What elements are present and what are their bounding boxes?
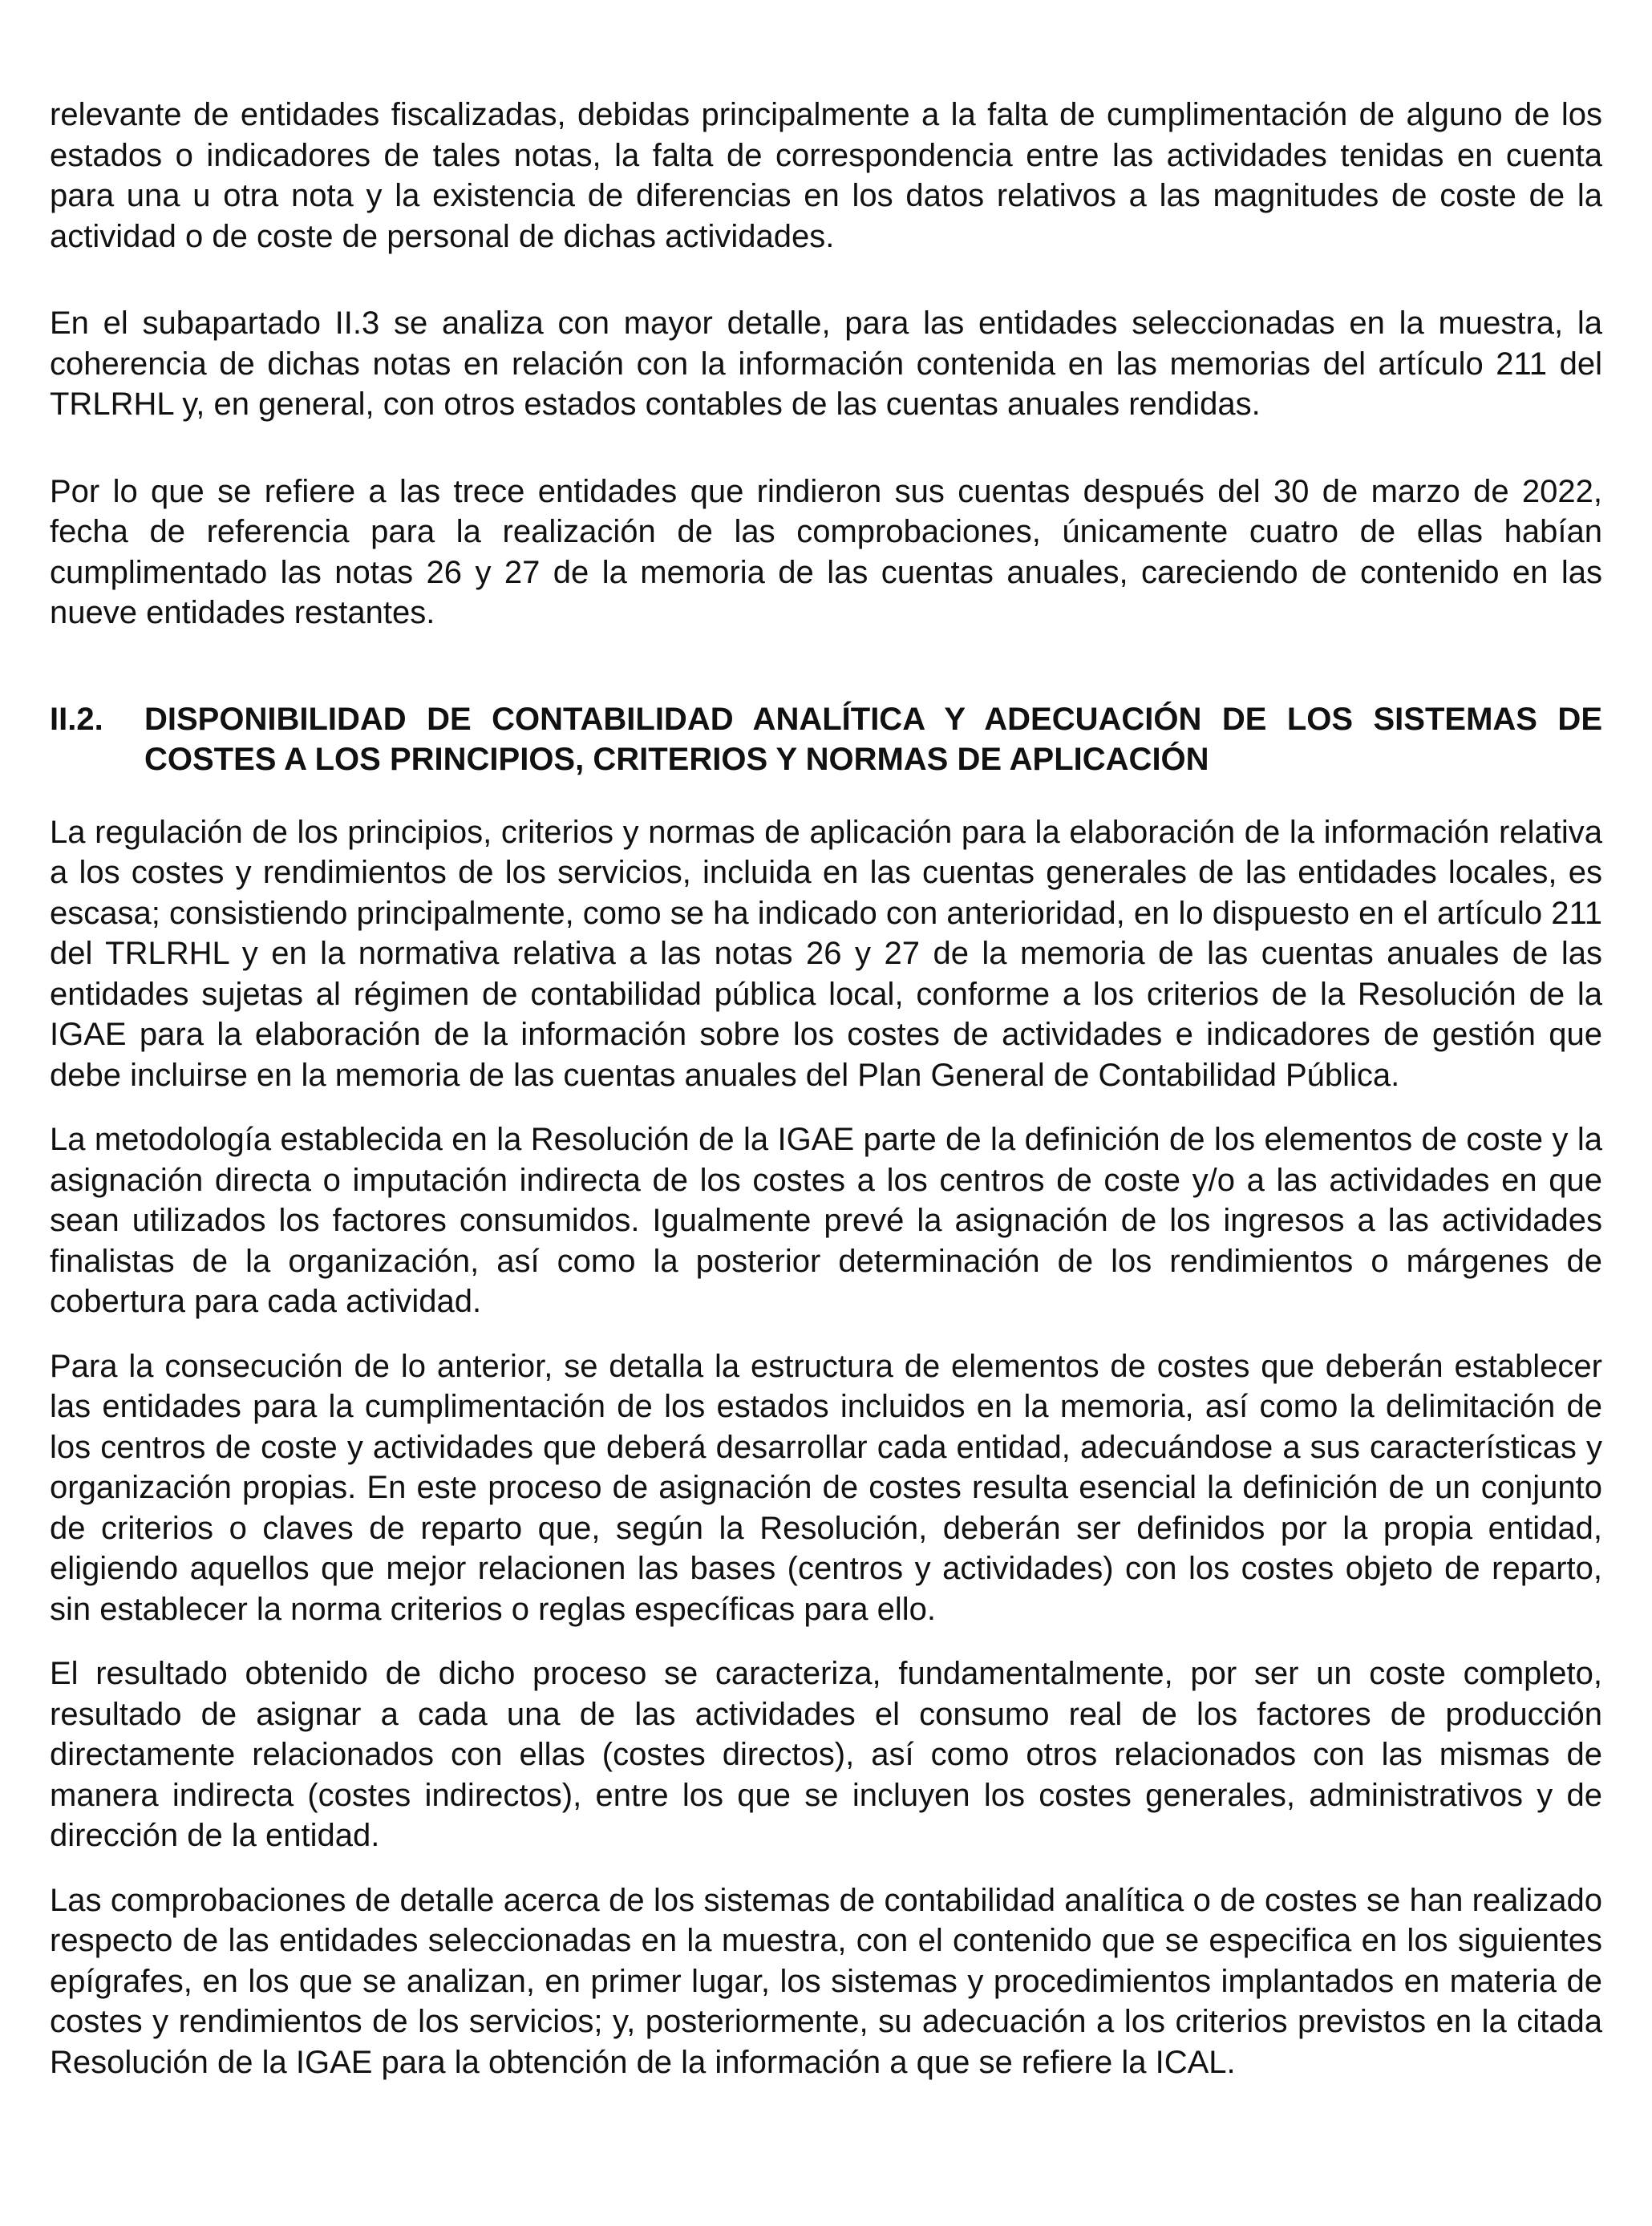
- paragraph: Por lo que se refiere a las trece entidades que rindieron sus cuentas después del 30 de marzo de 2022, fecha de referencia para la realización de las comprobaciones, únicamente cuatro de ellas habían cumplimentado las notas 26 y 27 de la memoria de las cuentas anuales, careciendo de contenido en las nueve entidades restantes.: [50, 473, 1602, 630]
- document-page: [50, 95, 1602, 2082]
- section-title: DISPONIBILIDAD DE CONTABILIDAD ANALÍTICA Y ADECUACIÓN DE LOS SISTEMAS DE COSTES A LOS PRINCIPIOS, CRITERIOS Y NORMAS DE APLICACIÓN: [144, 701, 1602, 777]
- paragraph: Para la consecución de lo anterior, se detalla la estructura de elementos de costes que deberán establecer las entidades para la cumplimentación de los estados incluidos en la memoria, así como la delimitación de los centros de coste y actividades que deberá desarrollar cada entidad, adecuándose a sus características y organización propias. En este proceso de asignación de costes resulta esencial la definición de un conjunto de criterios o claves de reparto que, según la Resolución, deberán ser definidos por la propia entidad, eligiendo aquellos que mejor relacionen las bases (centros y actividades) con los costes objeto de reparto, sin establecer la norma criterios o reglas específicas para ello.: [50, 1348, 1602, 1627]
- section-number: II.2.: [50, 701, 103, 737]
- paragraph: Las comprobaciones de detalle acerca de los sistemas de contabilidad analítica o de costes se han realizado respecto de las entidades seleccionadas en la muestra, con el contenido que se especifica en los siguientes epígrafes, en los que se analizan, en primer lugar, los sistemas y procedimientos implantados en materia de costes y rendimientos de los servicios; y, posteriormente, su adecuación a los criterios previstos en la citada Resolución de la IGAE para la obtención de la información a que se refiere la ICAL.: [50, 1882, 1602, 2080]
- paragraph: En el subapartado II.3 se analiza con mayor detalle, para las entidades seleccionadas en la muestra, la coherencia de dichas notas en relación con la información contenida en las memorias del artículo 211 del TRLRHL y, en general, con otros estados contables de las cuentas anuales rendidas.: [50, 306, 1602, 422]
- paragraph: relevante de entidades fiscalizadas, debidas principalmente a la falta de cumplimentación de alguno de los estados o indicadores de tales notas, la falta de correspondencia entre las actividades tenidas en cuenta para una u otra nota y la existencia de diferencias en los datos relativos a las magnitudes de coste de la actividad o de coste de personal de dichas actividades.: [50, 97, 1602, 254]
- paragraph: La regulación de los principios, criterios y normas de aplicación para la elaboración de la información relativa a los costes y rendimientos de los servicios, incluida en las cuentas generales de las entidades locales, es escasa; consistiendo principalmente, como se ha indicado con anterioridad, en lo dispuesto en el artículo 211 del TRLRHL y en la normativa relativa a las notas 26 y 27 de la memoria de las cuentas anuales de las entidades sujetas al régimen de contabilidad pública local, conforme a los criterios de la Resolución de la IGAE para la elaboración de la información sobre los costes de actividades e indicadores de gestión que debe incluirse en la memoria de las cuentas anuales del Plan General de Contabilidad Pública.: [50, 814, 1602, 1093]
- paragraph: El resultado obtenido de dicho proceso se caracteriza, fundamentalmente, por ser un coste completo, resultado de asignar a cada una de las actividades el consumo real de los factores de producción directamente relacionados con ellas (costes directos), así como otros relacionados con las mismas de manera indirecta (costes indirectos), entre los que se incluyen los costes generales, administrativos y de dirección de la entidad.: [50, 1656, 1602, 1853]
- section-heading: [50, 699, 1602, 780]
- paragraph: La metodología establecida en la Resolución de la IGAE parte de la definición de los elementos de coste y la asignación directa o imputación indirecta de los costes a los centros de coste y/o a las actividades en que sean utilizados los factores consumidos. Igualmente prevé la asignación de los ingresos a las actividades finalistas de la organización, así como la posterior determinación de los rendimientos o márgenes de cobertura para cada actividad.: [50, 1122, 1602, 1319]
